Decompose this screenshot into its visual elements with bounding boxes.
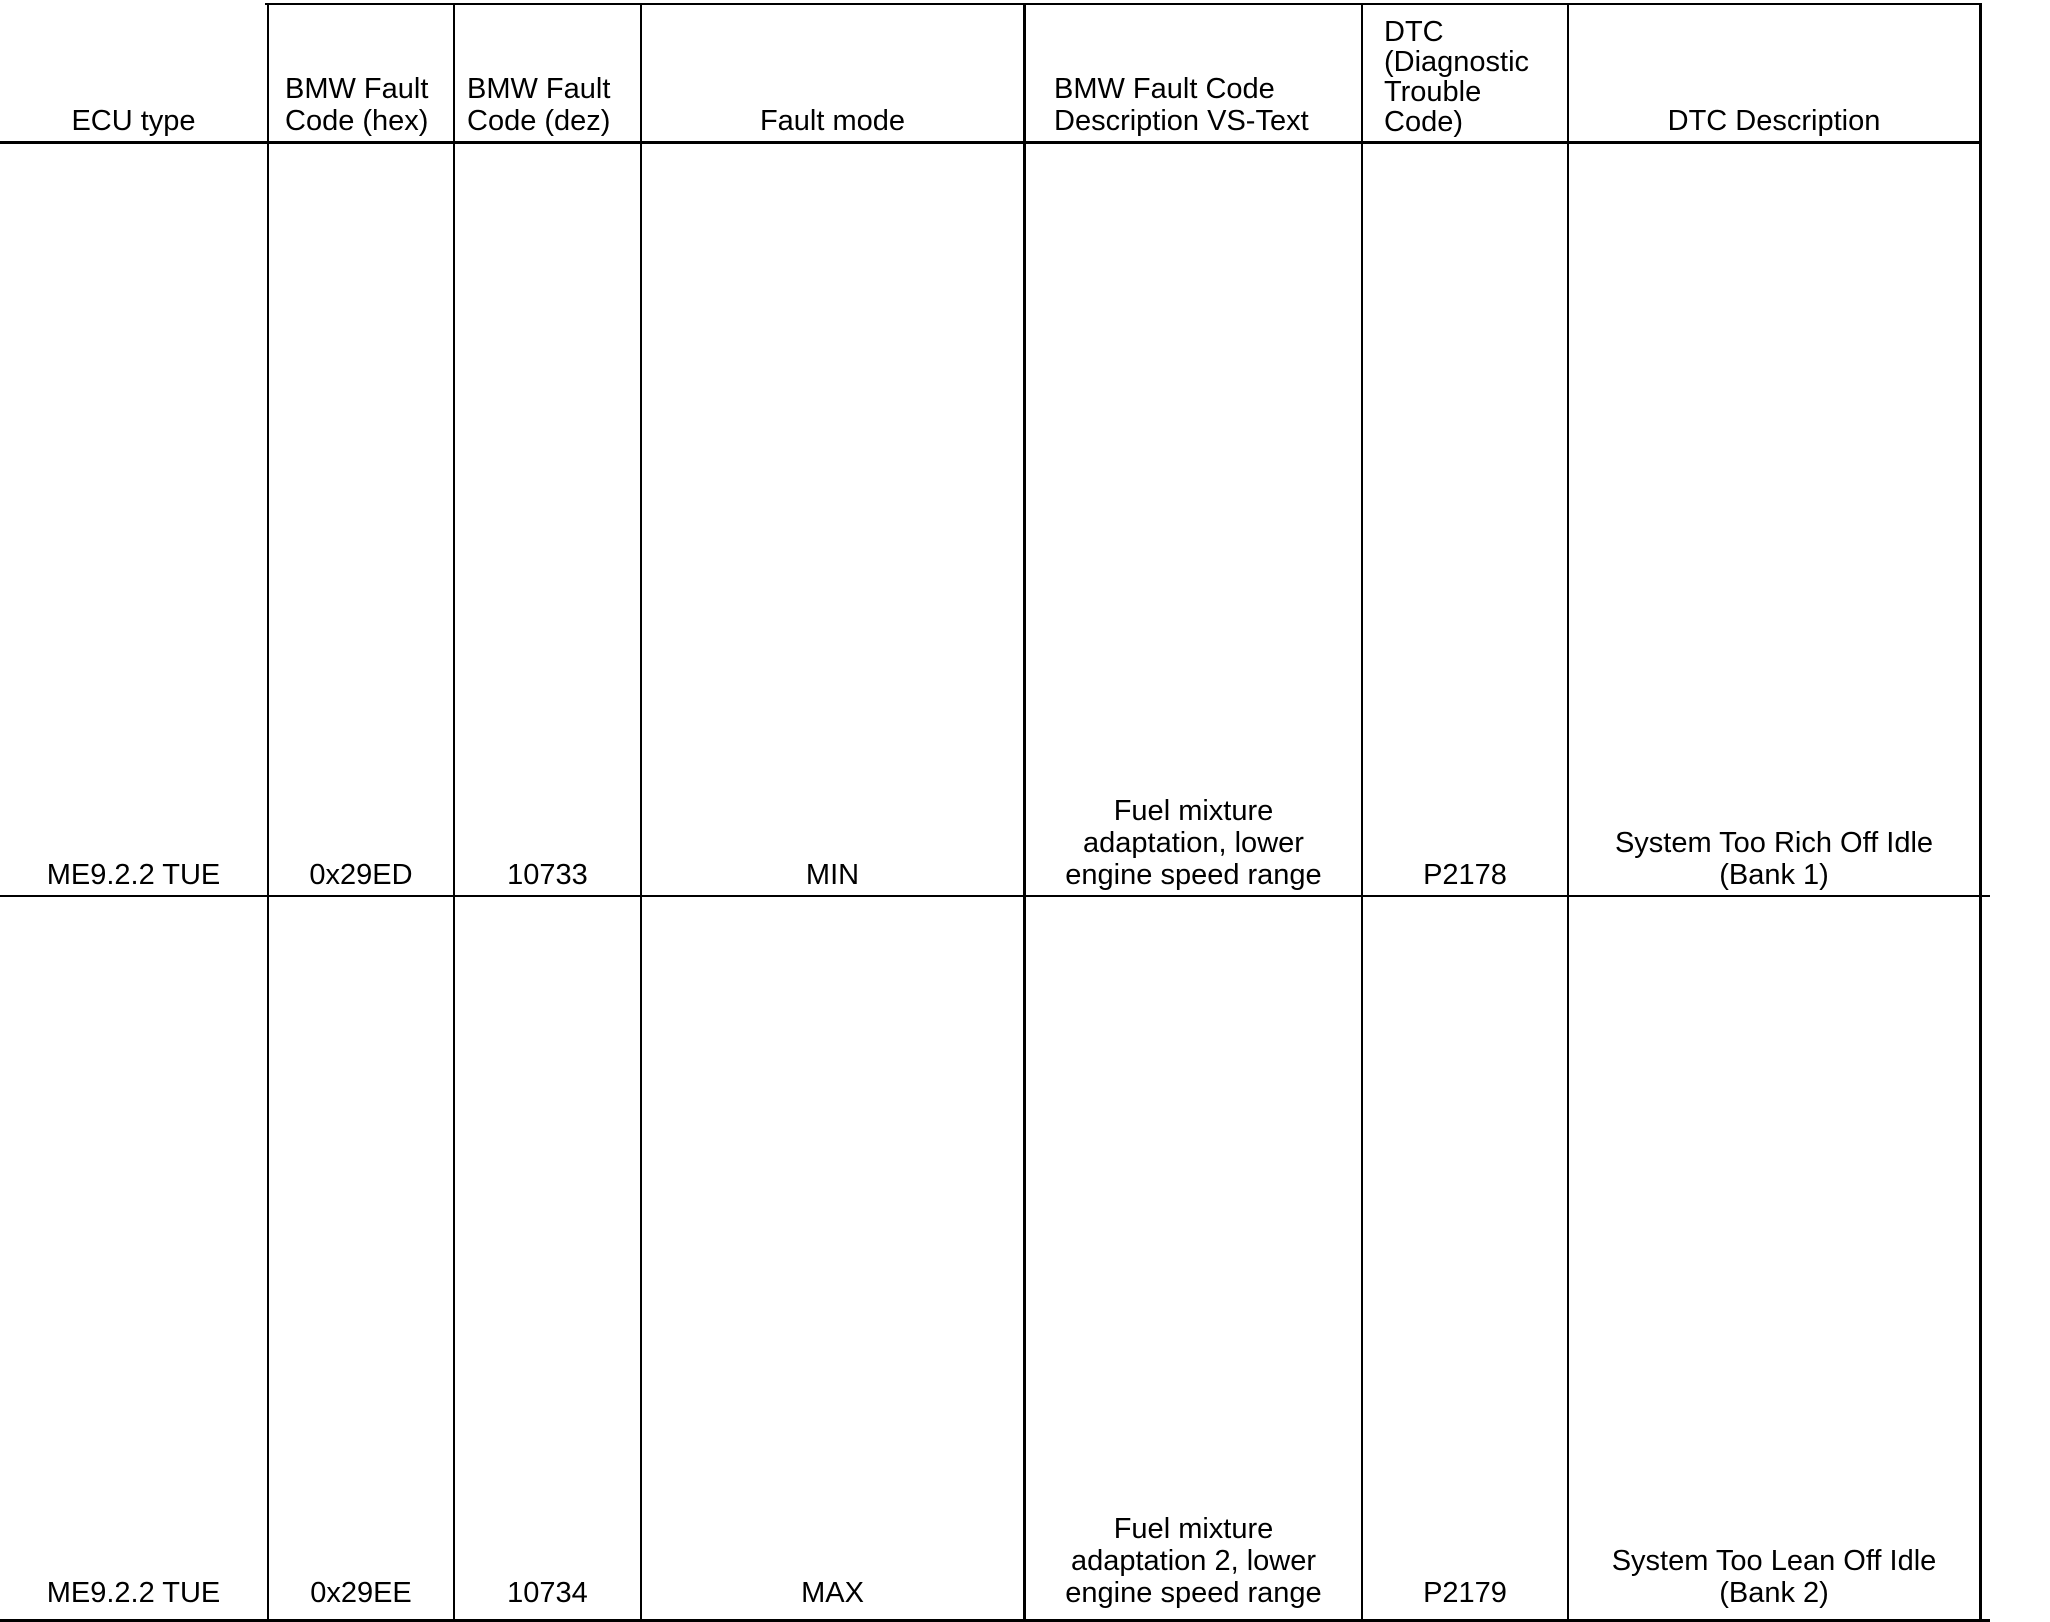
row-1-dtc-description: System Too Rich Off Idle (Bank 1): [1614, 827, 1934, 891]
header-fault-mode: Fault mode: [759, 105, 906, 137]
header-ecu-type: ECU type: [71, 105, 196, 137]
header-dtc-description: DTC Description: [1667, 105, 1881, 137]
header-fault-code-hex: BMW Fault Code (hex): [285, 73, 429, 137]
row-1-dtc: P2178: [1423, 859, 1507, 891]
row-2-fault-description: Fuel mixture adaptation 2, lower engine speed range: [1065, 1513, 1322, 1609]
row-2-fault-code-hex: 0x29EE: [310, 1577, 412, 1609]
row-1-ecu-type: ME9.2.2 TUE: [46, 859, 221, 891]
header-dtc: DTC (Diagnostic Trouble Code): [1384, 16, 1530, 138]
row-2-dtc-description: System Too Lean Off Idle (Bank 2): [1611, 1545, 1937, 1609]
row-2-fault-mode: MAX: [801, 1577, 864, 1609]
header-fault-code-dez: BMW Fault Code (dez): [467, 73, 611, 137]
col-divider-right: [1979, 3, 1982, 1620]
row-1-fault-description: Fuel mixture adaptation, lower engine speed range: [1065, 795, 1322, 891]
row-1-fault-code-hex: 0x29ED: [309, 859, 413, 891]
row-1-fault-code-dez: 10733: [507, 859, 588, 891]
row-2-dtc: P2179: [1423, 1577, 1507, 1609]
row-2-ecu-type: ME9.2.2 TUE: [46, 1577, 221, 1609]
row-2-fault-code-dez: 10734: [507, 1577, 588, 1609]
row-1-fault-mode: MIN: [805, 859, 860, 891]
header-fault-description: BMW Fault Code Description VS-Text: [1054, 73, 1309, 137]
